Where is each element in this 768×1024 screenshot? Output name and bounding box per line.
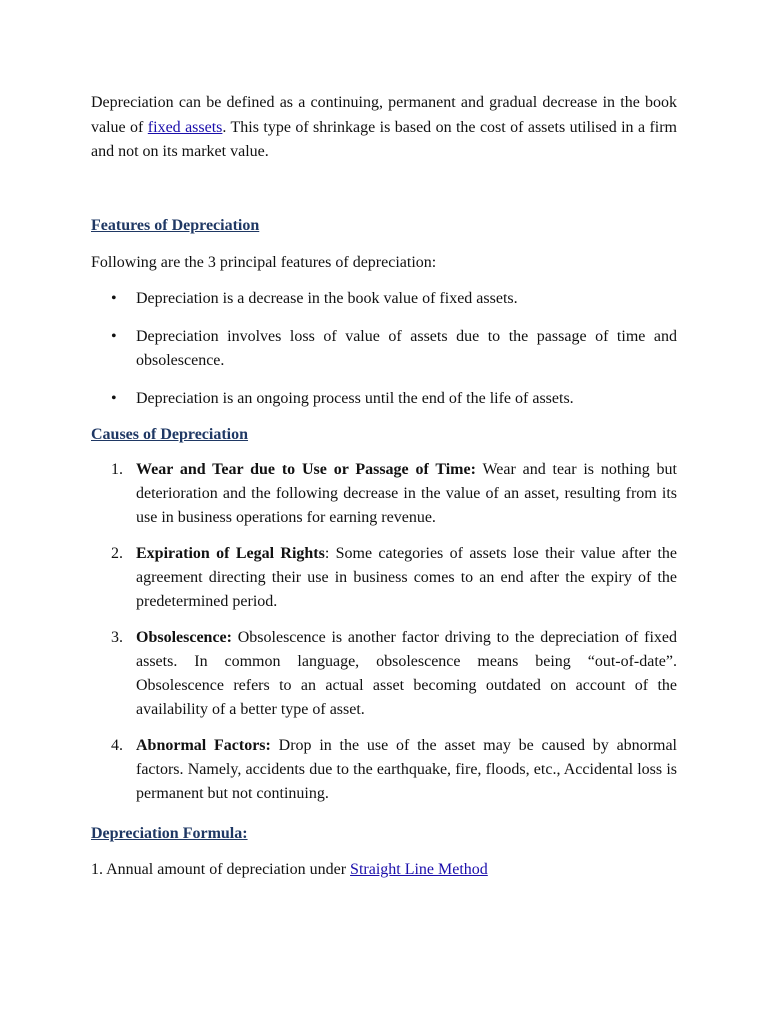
list-item bbox=[91, 542, 677, 614]
list-item bbox=[91, 387, 677, 411]
feature-text: Depreciation is an ongoing process until the end of the life of assets. bbox=[136, 390, 574, 407]
list-item bbox=[91, 626, 677, 722]
features-heading: Features of Depreciation bbox=[91, 217, 260, 234]
cause-text: : Some categories of assets lose their value after the agreement directing their use in business comes to an end after the expiry of the predetermined period. bbox=[136, 545, 677, 610]
list-number: 1. bbox=[111, 461, 123, 478]
causes-heading: Causes of Depreciation bbox=[91, 426, 249, 443]
intro-text-2: . This type of shrinkage is based on the cost of assets utilised in a firm and not on its market value. bbox=[91, 118, 678, 160]
list-number: 2. bbox=[111, 545, 123, 562]
cause-text: Obsolescence is another factor driving to the depreciation of fixed assets. In common language, obsolescence means being “out-of-date”. Obsolescence refers to an actual asset becoming outdated on account of the availability of a better type of asset. bbox=[136, 629, 677, 718]
causes-list bbox=[91, 458, 677, 806]
list-item bbox=[91, 287, 677, 311]
cause-text: Drop in the use of the asset may be caused by abnormal factors. Namely, accidents due to the earthquake, fire, floods, etc., Accidental loss is permanent but not continuing. bbox=[136, 737, 678, 802]
list-number: 4. bbox=[111, 737, 123, 754]
features-list bbox=[91, 287, 677, 411]
list-item bbox=[91, 458, 677, 530]
cause-text: Wear and tear is nothing but deterioration and the following decrease in the value of an asset, resulting from its use in business operations for earning revenue. bbox=[136, 461, 677, 526]
feature-text: Depreciation is a decrease in the book value of fixed assets. bbox=[136, 290, 518, 307]
straight-line-method-link[interactable]: Straight Line Method bbox=[350, 861, 488, 878]
bullet-icon: • bbox=[111, 390, 117, 407]
list-item bbox=[91, 325, 677, 373]
list-item bbox=[91, 734, 677, 806]
intro-paragraph bbox=[91, 91, 677, 165]
formula-line bbox=[91, 858, 677, 883]
features-lead: Following are the 3 principal features of depreciation: bbox=[91, 254, 437, 271]
cause-title: Abnormal Factors: bbox=[136, 737, 271, 754]
cause-title: Wear and Tear due to Use or Passage of Time: bbox=[136, 461, 476, 478]
cause-title: Expiration of Legal Rights bbox=[136, 545, 325, 562]
formula-heading: Depreciation Formula: bbox=[91, 825, 248, 842]
cause-title: Obsolescence: bbox=[136, 629, 232, 646]
bullet-icon: • bbox=[111, 328, 117, 345]
fixed-assets-link[interactable]: fixed assets bbox=[147, 118, 223, 136]
intro-text-1: Depreciation can be defined as a continuing, permanent and gradual decrease in the book value of bbox=[91, 94, 677, 136]
feature-text: Depreciation involves loss of value of assets due to the passage of time and obsolescence. bbox=[136, 328, 677, 369]
formula-text: 1. Annual amount of depreciation under bbox=[91, 861, 351, 878]
bullet-icon: • bbox=[111, 290, 117, 307]
list-number: 3. bbox=[111, 629, 123, 646]
